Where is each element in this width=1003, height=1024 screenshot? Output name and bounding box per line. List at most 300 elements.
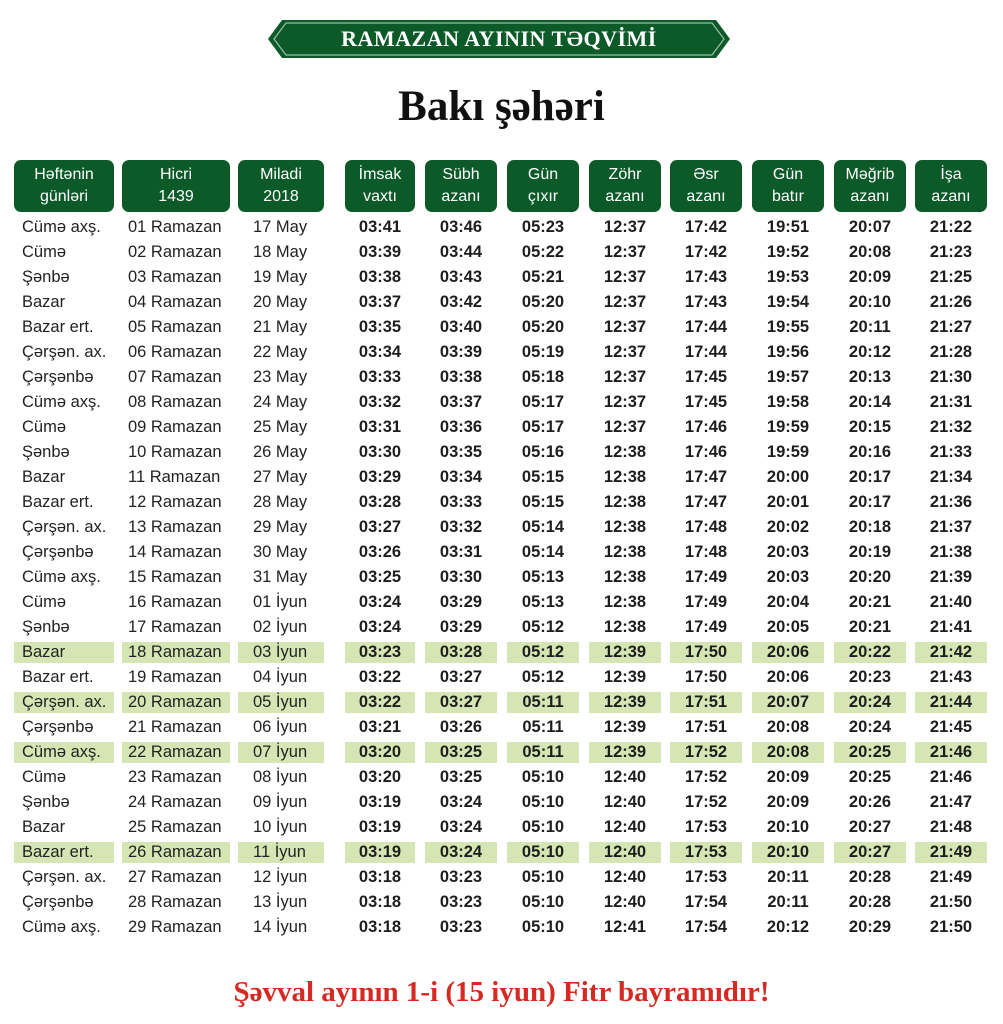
cell-subh: 03:24	[439, 843, 483, 861]
cell-sunset: 20:01	[766, 493, 810, 511]
cell-subh: 03:30	[439, 568, 483, 586]
cell-gregorian: 19 May	[253, 268, 308, 286]
cell-hijri: 12 Ramazan	[128, 493, 222, 511]
cell-maghrib: 20:11	[849, 318, 891, 336]
cell-gregorian: 23 May	[253, 368, 308, 386]
cell-maghrib: 20:16	[848, 443, 892, 461]
cell-zuhr: 12:37	[603, 418, 647, 436]
cell-imsak: 03:18	[358, 893, 402, 911]
cell-hijri: 05 Ramazan	[128, 318, 222, 336]
header-zuhr: Zöhr azanı	[589, 160, 661, 212]
cell-hijri: 20 Ramazan	[128, 693, 222, 711]
cell-gregorian: 05 İyun	[253, 693, 308, 711]
cell-gregorian: 31 May	[253, 568, 308, 586]
cell-maghrib: 20:24	[848, 718, 892, 736]
cell-zuhr: 12:38	[603, 468, 647, 486]
cell-sunset: 20:06	[766, 668, 810, 686]
cell-weekday: Bazar	[22, 643, 66, 661]
cell-maghrib: 20:20	[848, 568, 892, 586]
cell-sunrise: 05:13	[521, 593, 565, 611]
cell-isha: 21:42	[929, 643, 973, 661]
cell-maghrib: 20:09	[848, 268, 892, 286]
cell-sunset: 20:08	[766, 718, 810, 736]
cell-sunset: 19:53	[766, 268, 810, 286]
cell-imsak: 03:38	[358, 268, 402, 286]
cell-isha: 21:49	[929, 843, 973, 861]
cell-zuhr: 12:37	[603, 368, 647, 386]
cell-zuhr: 12:40	[603, 793, 647, 811]
cell-subh: 03:44	[439, 243, 483, 261]
cell-asr: 17:54	[684, 918, 728, 936]
cell-zuhr: 12:40	[603, 893, 647, 911]
cell-hijri: 07 Ramazan	[128, 368, 222, 386]
cell-gregorian: 09 İyun	[253, 793, 308, 811]
cell-asr: 17:49	[684, 593, 728, 611]
cell-imsak: 03:18	[358, 918, 402, 936]
cell-subh: 03:26	[439, 718, 483, 736]
cell-gregorian: 12 İyun	[253, 868, 308, 886]
cell-weekday: Çərşənbə	[22, 893, 94, 911]
cell-isha: 21:31	[929, 393, 973, 411]
cell-isha: 21:28	[929, 343, 973, 361]
cell-sunrise: 05:10	[521, 768, 565, 786]
cell-asr: 17:42	[684, 243, 728, 261]
cell-isha: 21:34	[929, 468, 973, 486]
cell-zuhr: 12:40	[603, 768, 647, 786]
cell-imsak: 03:19	[358, 818, 402, 836]
cell-hijri: 06 Ramazan	[128, 343, 222, 361]
cell-imsak: 03:29	[358, 468, 402, 486]
cell-weekday: Cümə	[22, 593, 67, 611]
cell-asr: 17:44	[684, 318, 728, 336]
cell-subh: 03:35	[439, 443, 483, 461]
cell-imsak: 03:25	[358, 568, 402, 586]
cell-sunrise: 05:10	[521, 918, 565, 936]
cell-asr: 17:48	[684, 518, 728, 536]
cell-hijri: 02 Ramazan	[128, 243, 222, 261]
cell-hijri: 22 Ramazan	[128, 743, 222, 761]
cell-maghrib: 20:14	[848, 393, 892, 411]
cell-zuhr: 12:38	[603, 543, 647, 561]
cell-isha: 21:32	[929, 418, 973, 436]
cell-imsak: 03:21	[358, 718, 402, 736]
cell-hijri: 18 Ramazan	[128, 643, 222, 661]
cell-sunset: 19:57	[766, 368, 810, 386]
cell-sunrise: 05:20	[521, 318, 565, 336]
cell-subh: 03:27	[439, 693, 483, 711]
cell-asr: 17:44	[684, 343, 728, 361]
cell-zuhr: 12:37	[603, 393, 647, 411]
cell-subh: 03:25	[439, 743, 483, 761]
cell-hijri: 04 Ramazan	[128, 293, 222, 311]
cell-zuhr: 12:38	[603, 593, 647, 611]
cell-sunrise: 05:10	[521, 868, 565, 886]
cell-maghrib: 20:13	[848, 368, 892, 386]
cell-hijri: 14 Ramazan	[128, 543, 222, 561]
cell-asr: 17:45	[684, 368, 728, 386]
cell-gregorian: 13 İyun	[253, 893, 308, 911]
cell-zuhr: 12:39	[603, 668, 647, 686]
cell-isha: 21:37	[929, 518, 973, 536]
cell-weekday: Çərşən. ax.	[22, 868, 107, 886]
cell-asr: 17:52	[684, 768, 728, 786]
cell-weekday: Cümə axş.	[22, 743, 101, 761]
cell-zuhr: 12:37	[603, 293, 647, 311]
cell-imsak: 03:33	[358, 368, 402, 386]
cell-weekday: Bazar	[22, 293, 66, 311]
cell-maghrib: 20:26	[848, 793, 892, 811]
cell-isha: 21:44	[929, 693, 973, 711]
cell-sunset: 19:51	[766, 218, 810, 236]
cell-hijri: 21 Ramazan	[128, 718, 222, 736]
cell-maghrib: 20:15	[848, 418, 892, 436]
cell-maghrib: 20:07	[848, 218, 892, 236]
cell-maghrib: 20:19	[848, 543, 892, 561]
cell-asr: 17:48	[684, 543, 728, 561]
cell-hijri: 29 Ramazan	[128, 918, 222, 936]
cell-subh: 03:29	[439, 618, 483, 636]
cell-sunset: 20:12	[766, 918, 810, 936]
cell-zuhr: 12:37	[603, 268, 647, 286]
cell-zuhr: 12:38	[603, 568, 647, 586]
header-imsak: İmsak vaxtı	[345, 160, 415, 212]
cell-sunrise: 05:10	[521, 893, 565, 911]
cell-weekday: Şənbə	[22, 793, 70, 811]
cell-imsak: 03:18	[358, 868, 402, 886]
cell-weekday: Çərşən. ax.	[22, 518, 107, 536]
cell-zuhr: 12:40	[603, 868, 647, 886]
cell-subh: 03:34	[439, 468, 483, 486]
cell-weekday: Cümə	[22, 418, 67, 436]
cell-asr: 17:47	[684, 468, 728, 486]
cell-weekday: Çərşənbə	[22, 543, 94, 561]
cell-weekday: Çərşənbə	[22, 718, 94, 736]
cell-maghrib: 20:17	[848, 468, 892, 486]
cell-sunset: 20:10	[766, 818, 810, 836]
cell-gregorian: 30 May	[253, 543, 308, 561]
cell-subh: 03:23	[439, 893, 483, 911]
cell-subh: 03:38	[439, 368, 483, 386]
header-maghrib: Məğrib azanı	[834, 160, 906, 212]
cell-asr: 17:53	[684, 868, 728, 886]
cell-sunset: 19:56	[766, 343, 810, 361]
cell-maghrib: 20:25	[848, 743, 892, 761]
cell-weekday: Çərşən. ax.	[22, 693, 107, 711]
cell-isha: 21:48	[929, 818, 973, 836]
cell-subh: 03:42	[439, 293, 483, 311]
cell-subh: 03:46	[439, 218, 483, 236]
cell-sunrise: 05:10	[521, 843, 565, 861]
cell-weekday: Cümə	[22, 243, 67, 261]
cell-sunset: 20:08	[766, 743, 810, 761]
cell-subh: 03:27	[439, 668, 483, 686]
cell-gregorian: 14 İyun	[253, 918, 308, 936]
cell-gregorian: 28 May	[253, 493, 308, 511]
cell-weekday: Şənbə	[22, 268, 70, 286]
cell-imsak: 03:26	[358, 543, 402, 561]
cell-maghrib: 20:17	[848, 493, 892, 511]
cell-asr: 17:51	[684, 718, 728, 736]
cell-hijri: 23 Ramazan	[128, 768, 222, 786]
cell-sunset: 19:52	[766, 243, 810, 261]
cell-gregorian: 08 İyun	[253, 768, 308, 786]
cell-maghrib: 20:10	[848, 293, 892, 311]
cell-hijri: 24 Ramazan	[128, 793, 222, 811]
cell-sunset: 20:05	[766, 618, 810, 636]
cell-asr: 17:52	[684, 743, 728, 761]
cell-weekday: Bazar	[22, 468, 66, 486]
cell-asr: 17:53	[684, 843, 728, 861]
cell-weekday: Çərşənbə	[22, 368, 94, 386]
cell-subh: 03:28	[439, 643, 483, 661]
cell-weekday: Cümə axş.	[22, 393, 101, 411]
cell-sunset: 19:58	[766, 393, 810, 411]
cell-zuhr: 12:40	[603, 843, 647, 861]
cell-sunset: 20:10	[766, 843, 810, 861]
cell-weekday: Bazar	[22, 818, 66, 836]
cell-subh: 03:23	[439, 918, 483, 936]
cell-imsak: 03:19	[358, 793, 402, 811]
cell-hijri: 19 Ramazan	[128, 668, 222, 686]
cell-sunset: 20:06	[766, 643, 810, 661]
cell-isha: 21:47	[929, 793, 973, 811]
cell-sunset: 20:04	[766, 593, 810, 611]
cell-hijri: 08 Ramazan	[128, 393, 222, 411]
cell-maghrib: 20:29	[848, 918, 892, 936]
cell-isha: 21:22	[929, 218, 973, 236]
cell-hijri: 26 Ramazan	[128, 843, 222, 861]
cell-asr: 17:52	[684, 793, 728, 811]
cell-isha: 21:45	[929, 718, 973, 736]
cell-sunrise: 05:11	[522, 743, 564, 761]
cell-imsak: 03:28	[358, 493, 402, 511]
cell-asr: 17:50	[684, 668, 728, 686]
cell-hijri: 17 Ramazan	[128, 618, 222, 636]
cell-subh: 03:40	[439, 318, 483, 336]
cell-gregorian: 10 İyun	[253, 818, 308, 836]
cell-isha: 21:30	[929, 368, 973, 386]
header-weekday: Həftənin günləri	[14, 160, 114, 212]
cell-imsak: 03:27	[358, 518, 402, 536]
cell-maghrib: 20:25	[848, 768, 892, 786]
cell-hijri: 16 Ramazan	[128, 593, 222, 611]
cell-isha: 21:33	[929, 443, 973, 461]
cell-sunrise: 05:13	[521, 568, 565, 586]
cell-weekday: Bazar ert.	[22, 318, 94, 336]
cell-maghrib: 20:27	[848, 843, 892, 861]
cell-gregorian: 21 May	[253, 318, 308, 336]
cell-zuhr: 12:37	[603, 218, 647, 236]
cell-gregorian: 25 May	[253, 418, 308, 436]
cell-imsak: 03:34	[358, 343, 402, 361]
cell-sunrise: 05:14	[521, 543, 565, 561]
cell-maghrib: 20:22	[848, 643, 892, 661]
cell-asr: 17:43	[684, 293, 728, 311]
cell-maghrib: 20:23	[848, 668, 892, 686]
cell-imsak: 03:19	[358, 843, 402, 861]
cell-asr: 17:43	[684, 268, 728, 286]
cell-weekday: Bazar ert.	[22, 843, 94, 861]
cell-gregorian: 02 İyun	[253, 618, 308, 636]
cell-isha: 21:27	[929, 318, 973, 336]
cell-imsak: 03:32	[358, 393, 402, 411]
cell-isha: 21:46	[929, 743, 973, 761]
cell-gregorian: 26 May	[253, 443, 308, 461]
header-asr: Əsr azanı	[670, 160, 742, 212]
cell-gregorian: 11 İyun	[253, 843, 306, 861]
cell-asr: 17:42	[684, 218, 728, 236]
cell-zuhr: 12:37	[603, 343, 647, 361]
cell-subh: 03:24	[439, 818, 483, 836]
cell-maghrib: 20:28	[848, 868, 892, 886]
cell-gregorian: 18 May	[253, 243, 308, 261]
cell-zuhr: 12:38	[603, 518, 647, 536]
cell-weekday: Bazar ert.	[22, 493, 94, 511]
cell-weekday: Cümə axş.	[22, 568, 101, 586]
cell-weekday: Şənbə	[22, 618, 70, 636]
cell-hijri: 28 Ramazan	[128, 893, 222, 911]
cell-sunrise: 05:20	[521, 293, 565, 311]
cell-hijri: 01 Ramazan	[128, 218, 222, 236]
cell-sunset: 19:59	[766, 443, 810, 461]
cell-weekday: Cümə	[22, 768, 67, 786]
cell-isha: 21:36	[929, 493, 973, 511]
cell-hijri: 25 Ramazan	[128, 818, 222, 836]
cell-zuhr: 12:39	[603, 743, 647, 761]
banner-title: RAMAZAN AYININ TƏQVİMİ	[341, 26, 657, 51]
cell-isha: 21:23	[929, 243, 973, 261]
cell-imsak: 03:35	[358, 318, 402, 336]
cell-sunrise: 05:12	[521, 668, 565, 686]
cell-zuhr: 12:38	[603, 443, 647, 461]
header-subh: Sübh azanı	[425, 160, 497, 212]
cell-maghrib: 20:21	[848, 618, 892, 636]
cell-gregorian: 24 May	[253, 393, 308, 411]
cell-maghrib: 20:27	[848, 818, 892, 836]
cell-sunrise: 05:11	[522, 693, 564, 711]
cell-subh: 03:37	[439, 393, 483, 411]
cell-sunrise: 05:10	[521, 818, 565, 836]
cell-maghrib: 20:21	[848, 593, 892, 611]
cell-maghrib: 20:12	[848, 343, 892, 361]
cell-gregorian: 22 May	[253, 343, 308, 361]
cell-sunrise: 05:17	[521, 418, 565, 436]
cell-imsak: 03:30	[358, 443, 402, 461]
cell-sunset: 20:09	[766, 768, 810, 786]
cell-sunrise: 05:12	[521, 618, 565, 636]
cell-hijri: 27 Ramazan	[128, 868, 222, 886]
cell-maghrib: 20:18	[848, 518, 892, 536]
cell-zuhr: 12:40	[603, 818, 647, 836]
cell-maghrib: 20:08	[848, 243, 892, 261]
cell-asr: 17:54	[684, 893, 728, 911]
cell-hijri: 11 Ramazan	[128, 468, 221, 486]
cell-isha: 21:43	[929, 668, 973, 686]
cell-subh: 03:36	[439, 418, 483, 436]
cell-sunrise: 05:19	[521, 343, 565, 361]
cell-sunrise: 05:21	[521, 268, 565, 286]
cell-gregorian: 04 İyun	[253, 668, 308, 686]
cell-imsak: 03:22	[358, 693, 402, 711]
cell-gregorian: 20 May	[253, 293, 308, 311]
cell-gregorian: 03 İyun	[253, 643, 308, 661]
cell-weekday: Cümə axş.	[22, 918, 101, 936]
cell-imsak: 03:24	[358, 618, 402, 636]
footer-note: Şəvval ayının 1-i (15 iyun) Fitr bayramıdır!	[233, 976, 770, 1008]
cell-sunset: 20:03	[766, 543, 810, 561]
cell-weekday: Cümə axş.	[22, 218, 101, 236]
cell-gregorian: 29 May	[253, 518, 308, 536]
cell-isha: 21:39	[929, 568, 973, 586]
cell-imsak: 03:23	[358, 643, 402, 661]
cell-subh: 03:43	[439, 268, 483, 286]
cell-hijri: 03 Ramazan	[128, 268, 222, 286]
cell-hijri: 09 Ramazan	[128, 418, 222, 436]
city-title: Bakı şəhəri	[398, 83, 605, 130]
cell-sunset: 20:03	[766, 568, 810, 586]
cell-imsak: 03:22	[358, 668, 402, 686]
cell-sunrise: 05:18	[521, 368, 565, 386]
cell-isha: 21:40	[929, 593, 973, 611]
cell-hijri: 13 Ramazan	[128, 518, 222, 536]
header-gregorian: Miladi 2018	[238, 160, 324, 212]
cell-imsak: 03:24	[358, 593, 402, 611]
cell-asr: 17:49	[684, 568, 728, 586]
cell-zuhr: 12:39	[603, 693, 647, 711]
cell-isha: 21:46	[929, 768, 973, 786]
cell-asr: 17:47	[684, 493, 728, 511]
cell-maghrib: 20:28	[848, 893, 892, 911]
cell-weekday: Çərşən. ax.	[22, 343, 107, 361]
cell-zuhr: 12:37	[603, 243, 647, 261]
cell-isha: 21:25	[929, 268, 973, 286]
cell-imsak: 03:41	[358, 218, 402, 236]
cell-zuhr: 12:41	[603, 918, 647, 936]
cell-imsak: 03:20	[358, 768, 402, 786]
header-isha: İşa azanı	[915, 160, 987, 212]
cell-isha: 21:49	[929, 868, 973, 886]
cell-asr: 17:49	[684, 618, 728, 636]
cell-gregorian: 06 İyun	[253, 718, 308, 736]
cell-hijri: 10 Ramazan	[128, 443, 222, 461]
header-hijri: Hicri 1439	[122, 160, 230, 212]
cell-imsak: 03:31	[358, 418, 402, 436]
cell-gregorian: 01 İyun	[253, 593, 308, 611]
cell-subh: 03:33	[439, 493, 483, 511]
cell-subh: 03:25	[439, 768, 483, 786]
cell-maghrib: 20:24	[848, 693, 892, 711]
cell-subh: 03:32	[439, 518, 483, 536]
cell-zuhr: 12:38	[603, 493, 647, 511]
cell-isha: 21:26	[929, 293, 973, 311]
cell-weekday: Şənbə	[22, 443, 70, 461]
cell-sunrise: 05:14	[521, 518, 565, 536]
cell-asr: 17:51	[684, 693, 728, 711]
cell-sunrise: 05:12	[521, 643, 565, 661]
cell-sunset: 20:00	[766, 468, 810, 486]
cell-imsak: 03:37	[358, 293, 402, 311]
header-sunrise: Gün çıxır	[507, 160, 579, 212]
cell-isha: 21:38	[929, 543, 973, 561]
cell-isha: 21:41	[929, 618, 973, 636]
cell-subh: 03:29	[439, 593, 483, 611]
cell-zuhr: 12:38	[603, 618, 647, 636]
cell-sunset: 19:55	[766, 318, 810, 336]
cell-sunset: 20:11	[767, 893, 809, 911]
cell-sunrise: 05:15	[521, 493, 565, 511]
cell-sunset: 19:54	[766, 293, 810, 311]
cell-sunrise: 05:15	[521, 468, 565, 486]
